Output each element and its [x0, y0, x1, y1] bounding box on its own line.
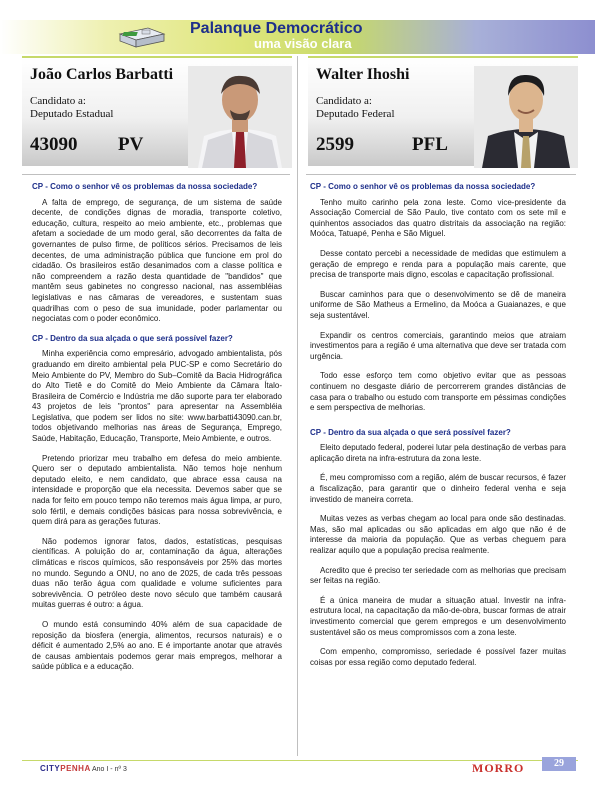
- paragraph: Expandir os centros comerciais, garantindo meios que atraiam investimentos para a região é uma alternativa que deve ser tratada com urgência.: [310, 330, 566, 361]
- question-2: CP - Dentro da sua alçada o que será possível fazer?: [310, 427, 511, 437]
- logo-part-city: CITY: [40, 764, 61, 773]
- header-banner: [0, 20, 595, 54]
- paragraph: Desse contato percebi a necessidade de medidas que estimulem a geração de emprego e renda para a população mais carente, que precisa de transporte mais digno, escolas e capacitação profissional.: [310, 248, 566, 280]
- column-divider: [297, 56, 298, 756]
- city-penha-logo: [40, 764, 91, 773]
- question-1: CP - Como o senhor vê os problemas da nossa sociedade?: [32, 182, 258, 191]
- page-number: 29: [542, 757, 576, 771]
- issue-number: Ano I - nº 3: [92, 766, 127, 773]
- right-rule: [306, 174, 576, 175]
- paragraph: Acredito que é preciso ter seriedade com as melhorias que precisam ser feitas na região.: [310, 565, 566, 586]
- paragraph: É a única maneira de mudar a situação atual. Investir na infra-estrutura local, na capacitação da mão-de-obra, buscar formas de atrair investimento comercial que gerem empregos e um desenvolvimento sustentável são os meus compromissos com a zona leste.: [310, 595, 566, 637]
- candidate-photo: [188, 66, 292, 168]
- morro-logo: MORRO: [472, 761, 525, 775]
- ballot-box-icon: [118, 26, 166, 48]
- candidate-name: Walter Ihoshi: [316, 66, 410, 83]
- candidate-office: Deputado Federal: [316, 108, 395, 120]
- candidate-party: PV: [118, 134, 144, 155]
- paragraph: Tenho muito carinho pela zona leste. Como vice-presidente da Associação Comercial de São Paulo, tive contato com os sete mil e quinhentos associados das quatro distritais da associação na região: Moóca, Tatuapé, Penha e São Miguel.: [310, 197, 566, 239]
- left-article: [32, 182, 282, 682]
- paragraph: O mundo está consumindo 40% além de sua capacidade de reposição da biosfera (energia, alimentos, recursos naturais) e o déficit é aumentado 2,5% ao ano. E é importante anotar que através de causas ambientais podemos gerar mais empregos, melhorar a saúde pública e a educação.: [32, 619, 282, 672]
- paragraph: A falta de emprego, de segurança, de um sistema de saúde decente, de condições dignas de moradia, transporte coletivo, educação, cultura, respeito ao meio ambiente, etc., problemas que afetam a sociedade de um modo geral, são decorrentes da falta de governantes de pulso firme, de políticos sérios. Precisamos de leis decentes, de uma administração pública que funcione em prol do cidadão. Os brasileiros estão desanimados com a classe política e não compreendem a razão desta quantidade de "bandidos" que mantêm seus gabinetes no congresso nacional, nas assembléias legislativas e nas câmaras de vereadores, e sustentam suas quadrilhas com o peso de sua imunidade, poder parlamentar ou negociatas com o poder econômico.: [32, 197, 282, 324]
- candidate-card-left: [22, 56, 292, 166]
- candidate-name: João Carlos Barbatti: [30, 66, 174, 83]
- paragraph: É, meu compromisso com a região, além de buscar recursos, é fazer a fiscalização, para garantir que o dinheiro federal venha e seja investido de maneira correta.: [310, 473, 566, 504]
- header-title: Palanque Democrático: [190, 20, 363, 37]
- header-subtitle: uma visão clara: [254, 36, 352, 51]
- candidate-card-right: [308, 56, 578, 166]
- paragraph: Minha experiência como empresário, advogado ambientalista, pós graduando em direito ambiental pela PUC-SP e como Secretário do Meio Ambiente do PV, Membro do Sub–Comitê da Bacia Hidrográfica do Alto Tietê e do Comitê do Meio Ambiente da Câmara Ítalo-Brasileira de Comércio e Indústria me dão suporte para ter elaborado 43 projetos de leis "prontos" para apresentar na Assembléia Legislativa, que podem ser lidos no site: www.barbatti43090.can.br, todos objetivando melhorias nas áreas de Segurança, Emprego, Saúde, Habitação, Educação, Transporte, Meio Ambiente, e outros.: [32, 349, 282, 444]
- candidate-number: 43090: [30, 134, 78, 155]
- question-2: CP - Dentro da sua alçada o que será possível fazer?: [32, 333, 233, 343]
- paragraph: Todo esse esforço tem como objetivo evitar que as pessoas continuem no desgaste diário de percorrerem grandes distâncias de casa para o trabalho ou estudo com transporte em péssimas condições e sem perspectiva de melhorias.: [310, 371, 566, 413]
- candidate-number: 2599: [316, 134, 354, 155]
- logo-part-penha: PENHA: [60, 764, 91, 773]
- candidate-label: Candidato a:: [316, 95, 372, 107]
- candidate-photo: [474, 66, 578, 168]
- paragraph: Pretendo priorizar meu trabalho em defesa do meio ambiente. Quero ser o deputado ambientalista. Não temos hoje nenhum deputado eleito, e nem candidato, que abrace essa causa na intensidade e proporção que ela necessita. Devemos saber que se nada for feito em pouco tempo não teremos mais água limpa, ar puro, solo fértil, e demais condições básicas para nossa sobrevivência, e quem dirá para as gerações futuras.: [32, 453, 282, 527]
- paragraph: Não podemos ignorar fatos, dados, estatísticas, pesquisas científicas. A poluição do ar, contaminação da água, alterações climáticas e riscos químicos, são responsáveis por 25% das mortes no mundo. Segundo a ONU, no ano de 2025, de cada três pessoas duas não terão água com qualidade e volume suficientes para sobrevivência. O petróleo deste novo século que também causará muitas guerras é outro: a água.: [32, 536, 282, 610]
- candidate-label: Candidato a:: [30, 95, 86, 107]
- right-article: [310, 182, 566, 677]
- question-1: CP - Como o senhor vê os problemas da nossa sociedade?: [310, 182, 536, 191]
- candidate-office: Deputado Estadual: [30, 108, 114, 120]
- paragraph: Com empenho, compromisso, seriedade é possível fazer muitas coisas por essa região como deputado federal.: [310, 647, 566, 667]
- paragraph: Buscar caminhos para que o desenvolvimento se dê de maneira uniforme de São Matheus a Ermelino, da Moóca a Guaianazes, e que seja sustentável.: [310, 289, 566, 320]
- paragraph: Muitas vezes as verbas chegam ao local para onde são destinadas. Mas, são mal aplicadas ou são aplicadas em algo que não é de interesse da maioria da população. Que as verbas cheguem para realizar aquilo que a população precisa realmente.: [310, 514, 566, 556]
- paragraph: Eleito deputado federal, poderei lutar pela destinação de verbas para aplicação direta na infra-estrutura da zona leste.: [310, 443, 566, 463]
- left-rule: [22, 174, 290, 175]
- candidate-party: PFL: [412, 134, 448, 155]
